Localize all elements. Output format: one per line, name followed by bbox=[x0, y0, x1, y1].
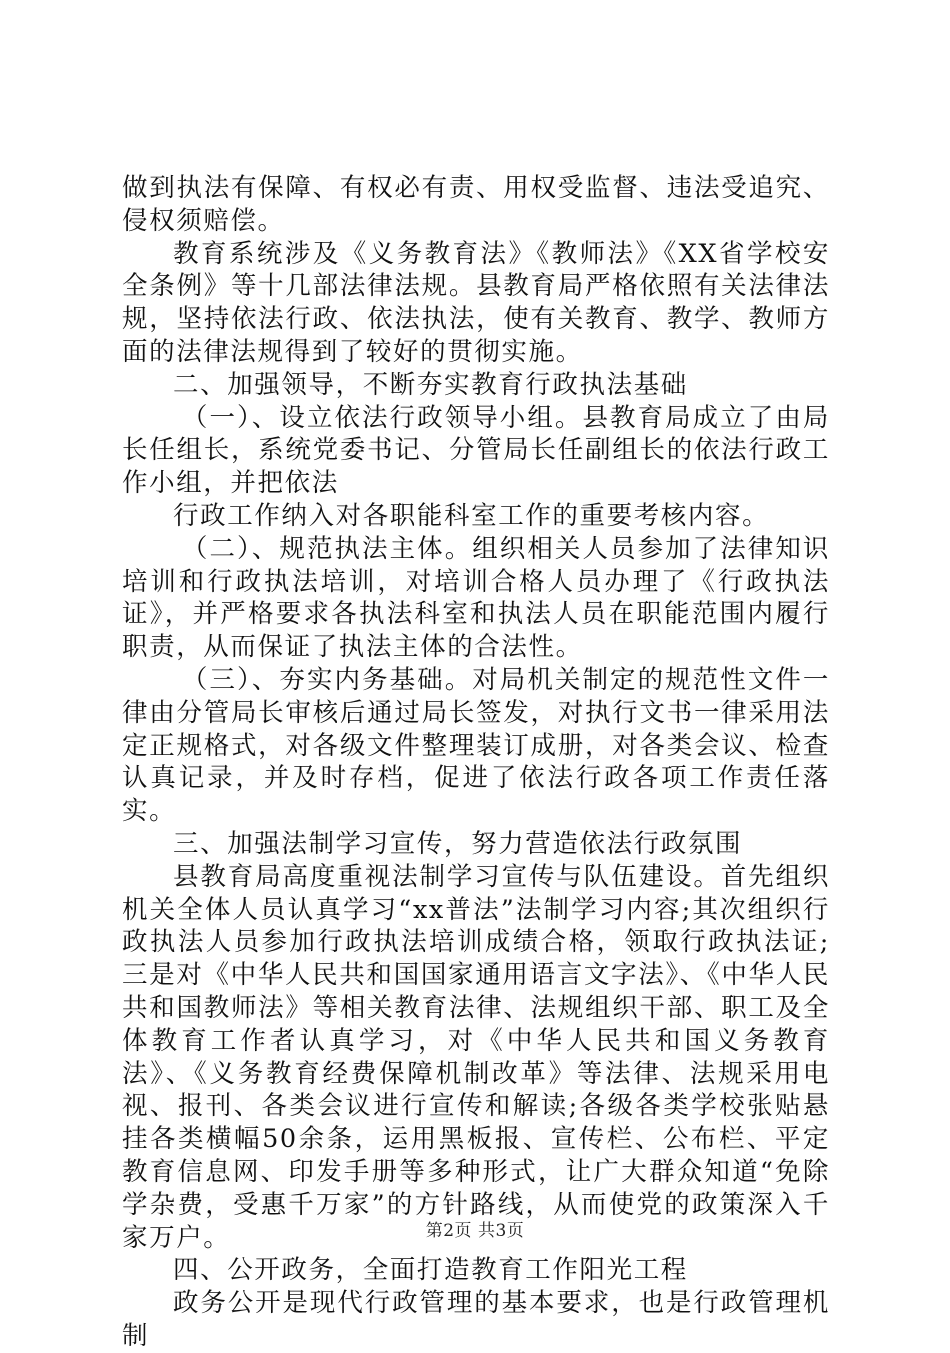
document-body bbox=[122, 172, 830, 1353]
paragraph-2: 教育系统涉及《义务教育法》《教师法》《XX省学校安全条例》等十几部法律法规。县教育局严格依照有关法律法规，坚持依法行政、依法执法，使有关教育、教学、教师方面的法律法规得到了较好的贯彻实施。 bbox=[122, 238, 830, 367]
paragraph-4: （一）、设立依法行政领导小组。县教育局成立了由局长任组长，系统党委书记、分管局长任副组长的依法行政工作小组，并把依法 bbox=[122, 402, 830, 499]
page-number-footer: 第2页 共3页 bbox=[425, 1221, 525, 1241]
section-heading-3: 三、加强法制学习宣传，努力营造依法行政氛围 bbox=[173, 828, 743, 859]
section-heading-4: 四、公开政务，全面打造教育工作阳光工程 bbox=[173, 1255, 688, 1286]
section-heading-2: 二、加强领导，不断夯实教育行政执法基础 bbox=[173, 369, 688, 400]
paragraph-1: 做到执法有保障、有权必有责、用权受监督、违法受追究、侵权须赔偿。 bbox=[122, 173, 830, 236]
paragraph-5: 行政工作纳入对各职能科室工作的重要考核内容。 bbox=[173, 500, 770, 531]
paragraph-6: （二）、规范执法主体。组织相关人员参加了法律知识培训和行政执法培训，对培训合格人员办理了《行政执法证》，并严格要求各执法科室和执法人员在职能范围内履行职责，从而保证了执法主体的合法性。 bbox=[122, 533, 830, 663]
paragraph-9: 县教育局高度重视法制学习宣传与队伍建设。首先组织机关全体人员认真学习“xx普法”法制学习内容;其次组织行政执法人员参加行政执法培训成绩合格，领取行政执法证;三是对《中华人民共和国国家通用语言文字法》、《中华人民共和国教师法》等相关教育法律、法规组织干部、职工及全体教育工作者认真学习，对《中华人民共和国义务教育法》、《义务教育经费保障机制改革》等法律、法规采用电视、报刊、各类会议进行宣传和解读;各级各类学校张贴悬挂各类横幅50余条，运用黑板报、宣传栏、公布栏、平定教育信息网、印发手册等多种形式，让广大群众知道“免除学杂费，受惠千万家”的方针路线，从而使党的政策深入千家万户。 bbox=[122, 861, 830, 1253]
paragraph-7: （三）、夯实内务基础。对局机关制定的规范性文件一律由分管局长审核后通过局长签发，对执行文书一律采用法定正规格式，对各级文件整理装订成册，对各类会议、检查认真记录，并及时存档，促进了依法行政各项工作责任落实。 bbox=[122, 664, 830, 827]
paragraph-11: 政务公开是现代行政管理的基本要求，也是行政管理机制 bbox=[122, 1288, 830, 1351]
